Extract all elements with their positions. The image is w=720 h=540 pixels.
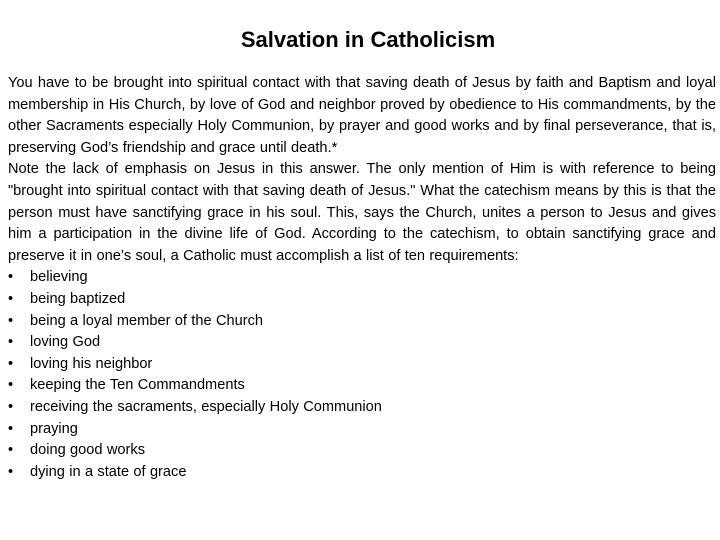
bullet-icon: • bbox=[8, 377, 14, 394]
list-item bbox=[8, 419, 716, 441]
list-item-label: loving God bbox=[30, 334, 101, 351]
bullet-icon: • bbox=[8, 442, 14, 459]
slide-title: Salvation in Catholicism bbox=[240, 27, 496, 52]
bullet-icon: • bbox=[8, 290, 14, 307]
list-item-label: receiving the sacraments, especially Holy Communion bbox=[30, 398, 382, 415]
bullet-icon: • bbox=[8, 334, 14, 351]
list-item-label: being a loyal member of the Church bbox=[30, 312, 263, 329]
bullet-icon: • bbox=[8, 398, 14, 415]
catechism-answer-paragraph: You have to be brought into spiritual contact with that saving death of Jesus by faith and Baptism and loyal membership in His Church, by love of God and neighbor proved by obedience to His commandments, by the other Sacraments especially Holy Communion, by prayer and good works and by final perseverance, that is, preserving God’s friendship and grace until death.* bbox=[8, 75, 716, 156]
list-item-label: doing good works bbox=[30, 442, 145, 459]
list-item-label: keeping the Ten Commandments bbox=[30, 377, 245, 394]
list-item bbox=[8, 332, 716, 354]
slide-body bbox=[8, 73, 716, 483]
list-item bbox=[8, 462, 716, 484]
bullet-icon: • bbox=[8, 312, 14, 329]
list-item bbox=[8, 354, 716, 376]
list-item bbox=[8, 440, 716, 462]
list-item-label: believing bbox=[30, 269, 88, 286]
list-item bbox=[8, 375, 716, 397]
list-item bbox=[8, 397, 716, 419]
list-item-label: dying in a state of grace bbox=[30, 463, 187, 480]
bullet-icon: • bbox=[8, 355, 14, 372]
list-item bbox=[8, 311, 716, 333]
bullet-icon: • bbox=[8, 463, 14, 480]
bullet-icon: • bbox=[8, 420, 14, 437]
list-item-label: praying bbox=[30, 420, 78, 437]
list-item-label: being baptized bbox=[30, 290, 126, 307]
list-item bbox=[8, 267, 716, 289]
commentary-paragraph: Note the lack of emphasis on Jesus in this answer. The only mention of Him is with reference to being "brought into spiritual contact with that saving death of Jesus." What the catechism means by this is that the person must have sanctifying grace in his soul. This, says the Church, unites a person to Jesus and gives him a participation in the divine life of God. According to the catechism, to obtain sanctifying grace and preserve it in one’s soul, a Catholic must accomplish a list of ten requirements: bbox=[8, 161, 716, 264]
list-item bbox=[8, 289, 716, 311]
bullet-icon: • bbox=[8, 269, 14, 286]
list-item-label: loving his neighbor bbox=[30, 355, 153, 372]
requirements-list bbox=[8, 267, 716, 483]
